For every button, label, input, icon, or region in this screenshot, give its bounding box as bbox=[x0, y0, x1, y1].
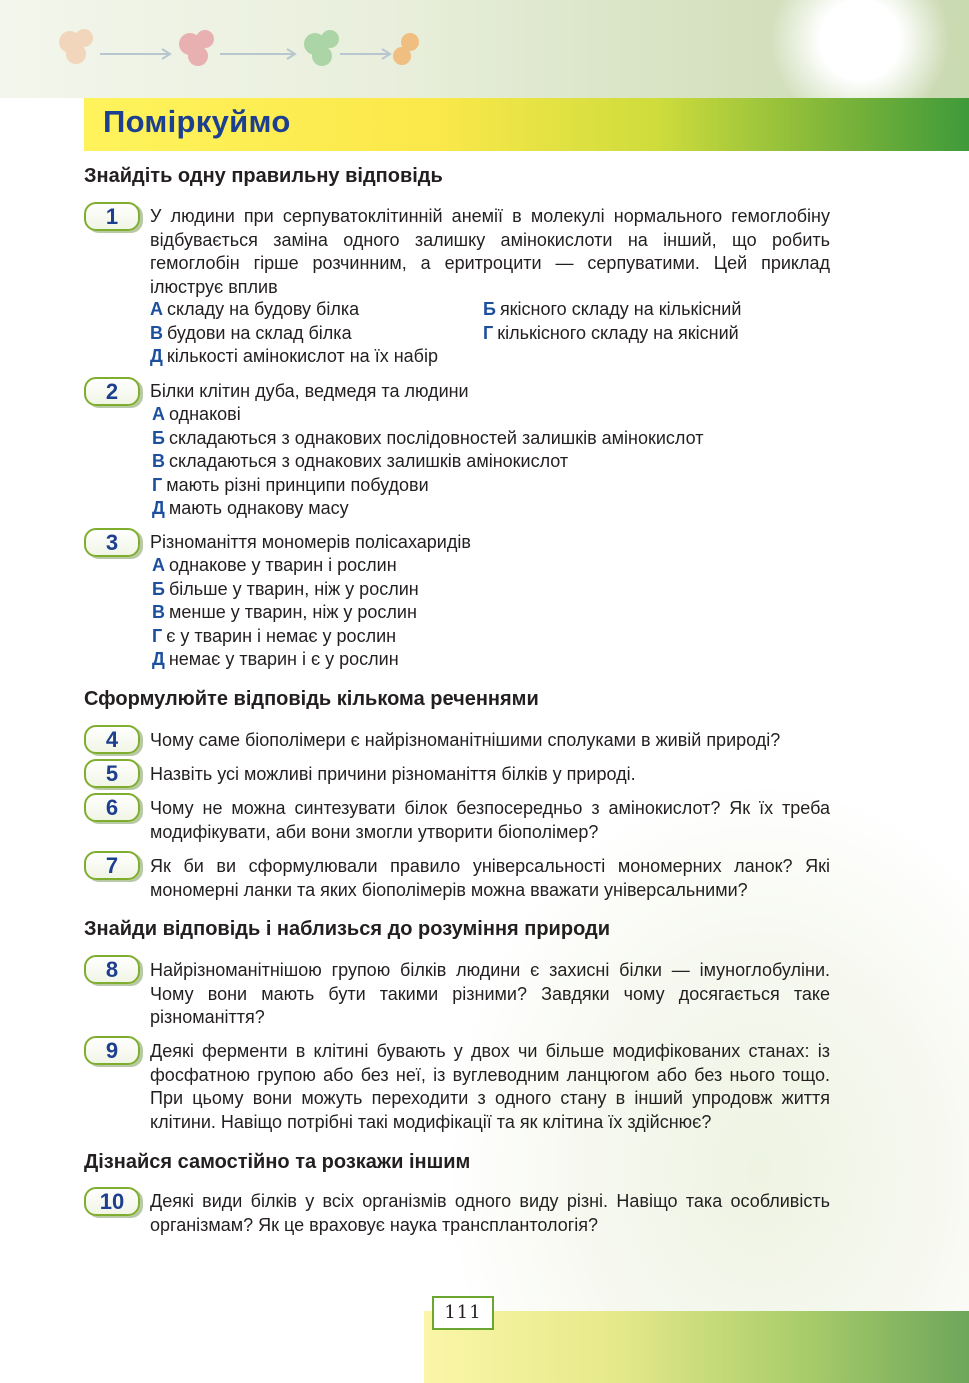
question-number-badge: 2 bbox=[84, 377, 140, 406]
answer-option: В будови на склад білка bbox=[150, 323, 352, 343]
question-text: У людини при серпуватоклітинній анемії в молекулі нормального гемоглобіну відбувається заміна одного залишку амінокислоти на інший, що робить гемоглобін гірше розчинним, а еритроцити — серпуватими. Цей приклад ілюструє вплив bbox=[150, 206, 830, 297]
molecule-chain-decoration bbox=[40, 14, 420, 74]
question-number-badge: 10 bbox=[84, 1187, 140, 1216]
top-decorative-banner bbox=[0, 0, 969, 98]
answer-option: В складаються з однакових залишків амінокислот bbox=[152, 451, 569, 471]
answer-option: В менше у тварин, ніж у рослин bbox=[152, 602, 417, 622]
question-text: Деякі ферменти в клітині бувають у двох чи більше модифікованих станах: із фосфатною групою або без неї, із вуглеводним ланцюгом або без нього тощо. При цьому вони можуть переходити з одного стану в інший упродовж життя клітини. Навіщо потрібні такі модифікації та як клітина їх здійснює? bbox=[150, 1041, 830, 1132]
question-text: Деякі види білків у всіх організмів одного виду різні. Навіщо така особливість організмам? Як це враховує наука трансплантологія? bbox=[150, 1191, 830, 1235]
section-heading-self-study: Дізнайся самостійно та розкажи іншим bbox=[84, 1151, 471, 1173]
question-number-badge: 5 bbox=[84, 759, 140, 788]
question-number-badge: 7 bbox=[84, 851, 140, 880]
section-heading-short-answer: Сформулюйте відповідь кількома реченнями bbox=[84, 688, 539, 710]
question-text: Як би ви сформулювали правило універсальності мономерних ланок? Які мономерні ланки та яких біополімерів можна вважати універсальними? bbox=[150, 856, 830, 900]
question-text: Білки клітин дуба, ведмедя та людини bbox=[150, 381, 469, 401]
question-number-badge: 8 bbox=[84, 955, 140, 984]
answer-option: Д немає у тварин і є у рослин bbox=[152, 649, 399, 669]
answer-option: Б складаються з однакових послідовностей залишків амінокислот bbox=[152, 428, 704, 448]
answer-option: Б більше у тварин, ніж у рослин bbox=[152, 579, 419, 599]
question-text: Чому не можна синтезувати білок безпосередньо з амінокислот? Як їх треба модифікувати, аби вони змогли утворити біополімер? bbox=[150, 798, 830, 842]
page-number: 111 bbox=[432, 1296, 494, 1330]
answer-option: А складу на будову білка bbox=[150, 299, 360, 319]
page-title: Поміркуймо bbox=[103, 104, 291, 139]
answer-option: А однакове у тварин і рослин bbox=[152, 555, 397, 575]
question-text: Найрізноманітнішою групою білків людини є захисні білки — імуноглобуліни. Чому вони мають бути такими різними? Завдяки чому досягається таке різноманіття? bbox=[150, 960, 830, 1027]
footer-decorative-bar bbox=[424, 1311, 969, 1383]
question-number-badge: 1 bbox=[84, 202, 140, 231]
question-text: Назвіть усі можливі причини різноманіття білків у природі. bbox=[150, 764, 636, 784]
answer-option: Г мають різні принципи побудови bbox=[152, 475, 429, 495]
answer-option: Д кількості амінокислот на їх набір bbox=[150, 346, 438, 366]
answer-option: Г кількісного складу на якісний bbox=[483, 323, 739, 343]
answer-option: Д мають однакову масу bbox=[152, 498, 349, 518]
question-number-badge: 9 bbox=[84, 1036, 140, 1065]
answer-option: Г є у тварин і немає у рослин bbox=[152, 626, 397, 646]
section-heading-one-answer: Знайдіть одну правильну відповідь bbox=[84, 165, 443, 187]
section-heading-understanding: Знайди відповідь і наблизься до розуміння природи bbox=[84, 918, 611, 940]
answer-option: Б якісного складу на кількісний bbox=[483, 299, 742, 319]
question-number-badge: 6 bbox=[84, 793, 140, 822]
question-number-badge: 3 bbox=[84, 528, 140, 557]
question-number-badge: 4 bbox=[84, 725, 140, 754]
question-text: Різноманіття мономерів полісахаридів bbox=[150, 532, 471, 552]
answer-option: А однакові bbox=[152, 404, 241, 424]
question-text: Чому саме біополімери є найрізноманітнішими сполуками в живій природі? bbox=[150, 730, 781, 750]
